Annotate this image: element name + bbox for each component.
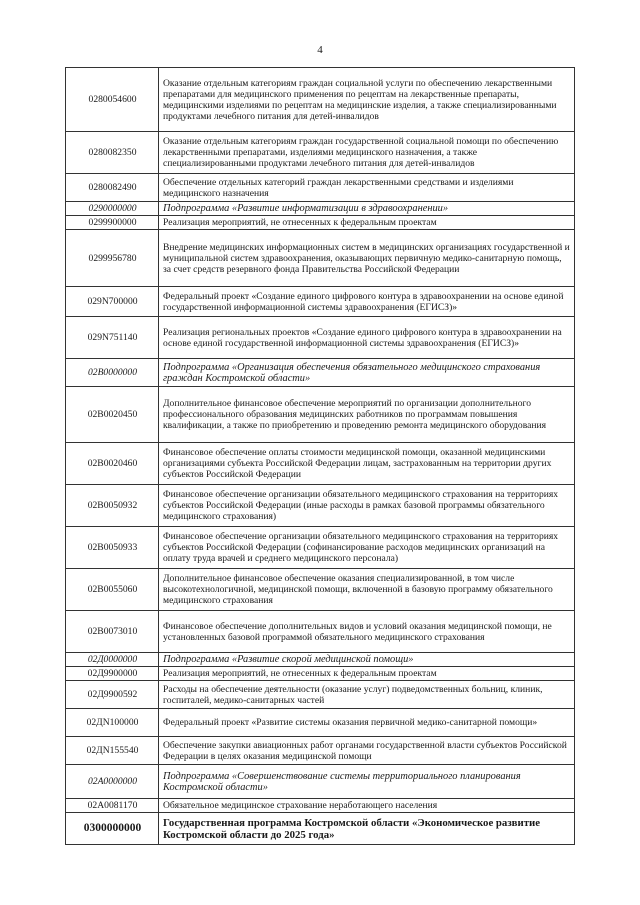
row-code: 02А0000000 — [66, 765, 159, 799]
row-code: 0299956780 — [66, 230, 159, 287]
row-description: Подпрограмма «Развитие скорой медицинской помощи» — [159, 653, 575, 667]
row-description: Оказание отдельным категориям граждан социальной услуги по обеспечению лекарственными препаратами для медицинского применения по рецептам на лекарственные препараты, медицинскими изделиями по рецептам на медицинские изделия, а также специализированными продуктами лечебного питания для детей-инвалидов — [159, 68, 575, 132]
row-code: 02Д9900592 — [66, 681, 159, 709]
table-row — [66, 527, 575, 569]
row-description: Расходы на обеспечение деятельности (оказание услуг) подведомственных больниц, клиник, госпиталей, медико-санитарных частей — [159, 681, 575, 709]
row-code: 02В0050933 — [66, 527, 159, 569]
row-description: Финансовое обеспечение организации обязательного медицинского страхования на территориях субъектов Российской Федерации (иные расходы в рамках базовой программы обязательного медицинского страхования) — [159, 485, 575, 527]
table-row — [66, 813, 575, 845]
table-row — [66, 216, 575, 230]
row-description: Реализация мероприятий, не отнесенных к федеральным проектам — [159, 667, 575, 681]
row-code: 0280082350 — [66, 132, 159, 174]
row-code: 02ДN155540 — [66, 737, 159, 765]
row-description: Подпрограмма «Организация обеспечения обязательного медицинского страхования граждан Костромской области» — [159, 359, 575, 387]
row-code: 02А0081170 — [66, 799, 159, 813]
row-code: 02В0073010 — [66, 611, 159, 653]
table-row — [66, 132, 575, 174]
row-code: 02ДN100000 — [66, 709, 159, 737]
row-code: 029N751140 — [66, 317, 159, 359]
row-description: Подпрограмма «Развитие информатизации в здравоохранении» — [159, 202, 575, 216]
table-row — [66, 174, 575, 202]
row-description: Финансовое обеспечение организации обязательного медицинского страхования на территориях субъектов Российской Федерации (софинансирование расходов медицинских организаций на оплату труда врачей и среднего медицинского персонала) — [159, 527, 575, 569]
row-code: 02В0020460 — [66, 443, 159, 485]
row-description: Дополнительное финансовое обеспечение оказания специализированной, в том числе высокотехнологичной, медицинской помощи, включенной в базовую программу обязательного медицинского страхования — [159, 569, 575, 611]
row-code: 0280082490 — [66, 174, 159, 202]
table-body — [66, 68, 575, 845]
table-row — [66, 317, 575, 359]
budget-classification-table — [65, 67, 575, 845]
row-code: 0299900000 — [66, 216, 159, 230]
row-description: Финансовое обеспечение дополнительных видов и условий оказания медицинской помощи, не установленных базовой программой обязательного медицинского страхования — [159, 611, 575, 653]
row-code: 02Д9900000 — [66, 667, 159, 681]
table-row — [66, 709, 575, 737]
table-row — [66, 443, 575, 485]
row-code: 029N700000 — [66, 287, 159, 317]
table-row — [66, 569, 575, 611]
row-code: 02В0055060 — [66, 569, 159, 611]
row-description: Реализация мероприятий, не отнесенных к федеральным проектам — [159, 216, 575, 230]
table-row — [66, 799, 575, 813]
row-description: Обязательное медицинское страхование неработающего населения — [159, 799, 575, 813]
row-code: 0300000000 — [66, 813, 159, 845]
table-row — [66, 287, 575, 317]
table-row — [66, 611, 575, 653]
table-row — [66, 359, 575, 387]
table-row — [66, 202, 575, 216]
row-description: Дополнительное финансовое обеспечение мероприятий по организации дополнительного профессионального образования медицинских работников по программам повышения квалификации, а также по приобретению и проведению ремонта медицинского оборудования — [159, 387, 575, 443]
row-description: Федеральный проект «Создание единого цифрового контура в здравоохранении на основе единой государственной информационной системы здравоохранения (ЕГИСЗ)» — [159, 287, 575, 317]
row-description: Обеспечение отдельных категорий граждан лекарственными средствами и изделиями медицинского назначения — [159, 174, 575, 202]
row-code: 02В0020450 — [66, 387, 159, 443]
row-description: Федеральный проект «Развитие системы оказания первичной медико-санитарной помощи» — [159, 709, 575, 737]
row-code: 02В0000000 — [66, 359, 159, 387]
row-description: Финансовое обеспечение оплаты стоимости медицинской помощи, оказанной медицинскими организациями субъекта Российской Федерации лицам, застрахованным на территории других субъектов Российской Федерации — [159, 443, 575, 485]
table-row — [66, 68, 575, 132]
row-description: Оказание отдельным категориям граждан государственной социальной помощи по обеспечению лекарственными препаратами, изделиями медицинского назначения, а также специализированными продуктами лечебного питания для детей-инвалидов — [159, 132, 575, 174]
row-description: Обеспечение закупки авиационных работ органами государственной власти субъектов Российской Федерации в целях оказания медицинской помощи — [159, 737, 575, 765]
table-row — [66, 681, 575, 709]
table-row — [66, 653, 575, 667]
row-code: 02В0050932 — [66, 485, 159, 527]
row-description: Реализация региональных проектов «Создание единого цифрового контура в здравоохранении на основе единой государственной информационной системы здравоохранения (ЕГИСЗ)» — [159, 317, 575, 359]
row-description: Подпрограмма «Совершенствование системы территориального планирования Костромской области» — [159, 765, 575, 799]
table-row — [66, 737, 575, 765]
row-description: Государственная программа Костромской области «Экономическое развитие Костромской области до 2025 года» — [159, 813, 575, 845]
row-code: 0290000000 — [66, 202, 159, 216]
table-row — [66, 765, 575, 799]
table-row — [66, 485, 575, 527]
table-row — [66, 387, 575, 443]
table-row — [66, 230, 575, 287]
table-row — [66, 667, 575, 681]
row-description: Внедрение медицинских информационных систем в медицинских организациях государственной и муниципальной систем здравоохранения, оказывающих первичную медико-санитарную помощь, за счет средств резервного фонда Правительства Российской Федерации — [159, 230, 575, 287]
page-number: 4 — [317, 44, 323, 56]
row-code: 0280054600 — [66, 68, 159, 132]
row-code: 02Д0000000 — [66, 653, 159, 667]
